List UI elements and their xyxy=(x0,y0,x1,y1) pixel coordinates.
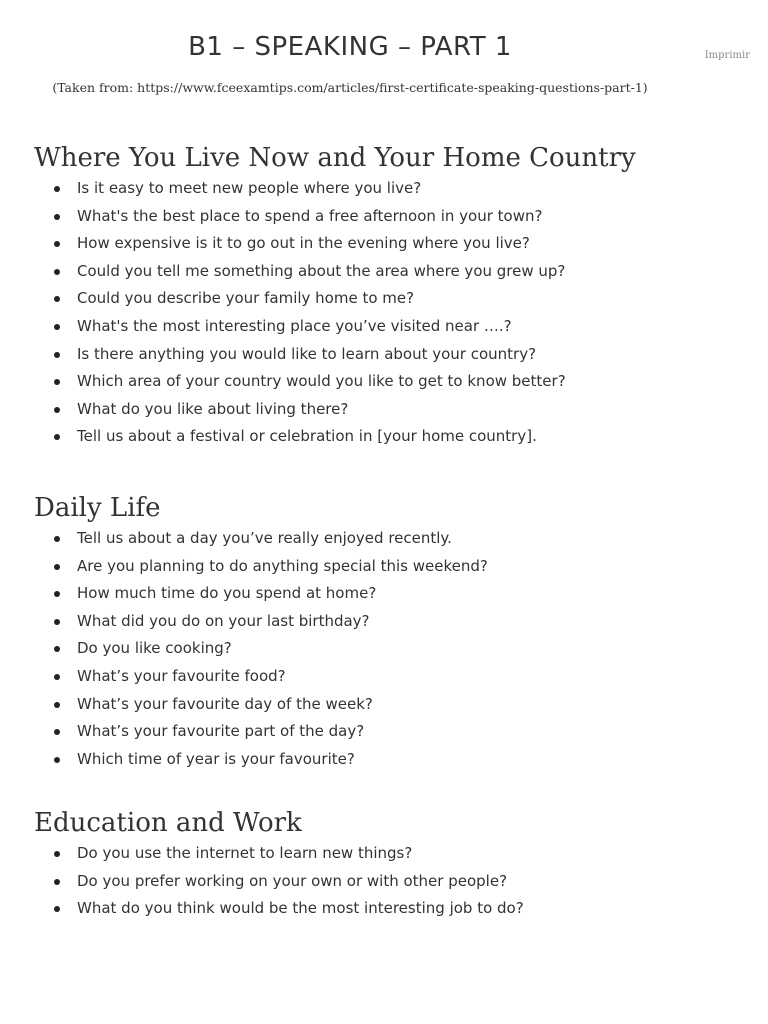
question-item: Do you prefer working on your own or with other people? xyxy=(34,868,734,896)
question-item: How much time do you spend at home? xyxy=(34,580,734,608)
question-item: Are you planning to do anything special this weekend? xyxy=(34,553,734,581)
question-item: Tell us about a festival or celebration in [your home country]. xyxy=(34,423,734,451)
source-note: (Taken from: https://www.fceexamtips.com/articles/first-certificate-speaking-questions-part-1) xyxy=(52,80,648,95)
question-item: Is there anything you would like to learn about your country? xyxy=(34,341,734,369)
section-daily-life xyxy=(34,491,734,773)
section-where-you-live xyxy=(34,141,734,451)
question-item: Is it easy to meet new people where you live? xyxy=(34,175,734,203)
section-heading: Daily Life xyxy=(34,493,161,523)
section-heading: Where You Live Now and Your Home Country xyxy=(34,143,636,173)
page-title: B1 – SPEAKING – PART 1 xyxy=(188,32,512,62)
print-link[interactable]: Imprimir xyxy=(704,50,750,61)
question-item: What’s your favourite food? xyxy=(34,663,734,691)
question-item: What do you think would be the most interesting job to do? xyxy=(34,895,734,923)
question-item: What's the best place to spend a free afternoon in your town? xyxy=(34,203,734,231)
section-education-work xyxy=(34,806,734,923)
question-item: Could you tell me something about the area where you grew up? xyxy=(34,258,734,286)
question-item: What did you do on your last birthday? xyxy=(34,608,734,636)
question-list xyxy=(34,525,734,773)
question-item: What's the most interesting place you’ve visited near ….? xyxy=(34,313,734,341)
section-heading: Education and Work xyxy=(34,808,302,838)
question-item: Do you like cooking? xyxy=(34,635,734,663)
question-item: How expensive is it to go out in the evening where you live? xyxy=(34,230,734,258)
question-list xyxy=(34,840,734,923)
question-item: Which time of year is your favourite? xyxy=(34,746,734,774)
question-item: Do you use the internet to learn new things? xyxy=(34,840,734,868)
question-item: Tell us about a day you’ve really enjoyed recently. xyxy=(34,525,734,553)
question-item: What’s your favourite part of the day? xyxy=(34,718,734,746)
question-item: Could you describe your family home to me? xyxy=(34,285,734,313)
question-item: What do you like about living there? xyxy=(34,396,734,424)
question-list xyxy=(34,175,734,451)
question-item: Which area of your country would you like to get to know better? xyxy=(34,368,734,396)
question-item: What’s your favourite day of the week? xyxy=(34,691,734,719)
